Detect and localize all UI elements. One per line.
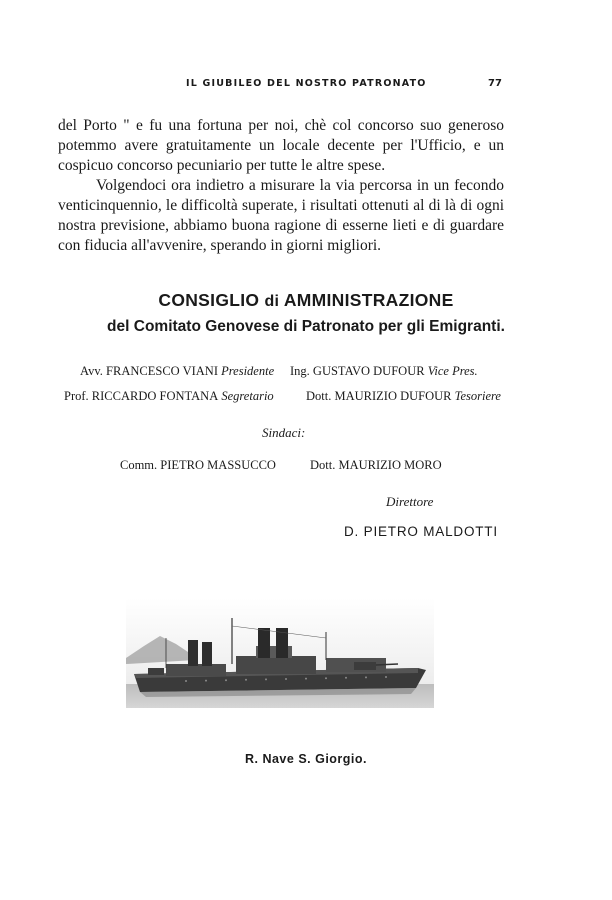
member-secretary: Prof. RICCARDO FONTANA Segretario bbox=[64, 389, 274, 403]
director-label: Direttore bbox=[386, 494, 434, 509]
member-treasurer: Dott. MAURIZIO DUFOUR Tesoriere bbox=[306, 389, 501, 403]
sindaco-2: Dott. MAURIZIO MORO bbox=[310, 458, 442, 472]
battleship-photo bbox=[126, 598, 434, 708]
paragraph: del Porto " e fu una fortuna per noi, chè col concorso suo generoso potemmo avere gratuitamente un locale decente per l'Ufficio, e un cospicuo concorso pecuniario per tutte le altre spese. bbox=[58, 117, 504, 174]
board-title: CONSIGLIO di AMMINISTRAZIONE bbox=[158, 290, 454, 310]
running-header bbox=[0, 78, 612, 94]
member-president: Avv. FRANCESCO VIANI Presidente bbox=[80, 364, 275, 378]
member-vice-president: Ing. GUSTAVO DUFOUR Vice Pres. bbox=[290, 364, 478, 378]
running-title: IL GIUBILEO DEL NOSTRO PATRONATO bbox=[186, 78, 427, 89]
figure-caption: R. Nave S. Giorgio. bbox=[244, 752, 368, 766]
paragraph: Volgendoci ora indietro a misurare la via percorsa in un fecondo venticinquennio, le difficoltà superate, i risultati ottenuti al di là di ogni nostra previsione, abbiamo buona ragione di esserne lieti e di guardare con fiducia all'avvenire, sperando in giorni migliori. bbox=[58, 177, 504, 254]
sindaco-1: Comm. PIETRO MASSUCCO bbox=[120, 458, 276, 472]
body-text bbox=[58, 116, 504, 256]
director-name: D. PIETRO MALDOTTI bbox=[344, 524, 498, 539]
page-number: 77 bbox=[488, 78, 502, 89]
board-subtitle: del Comitato Genovese di Patronato per gli Emigranti. bbox=[107, 318, 505, 335]
sindaci-label: Sindaci: bbox=[262, 425, 306, 440]
